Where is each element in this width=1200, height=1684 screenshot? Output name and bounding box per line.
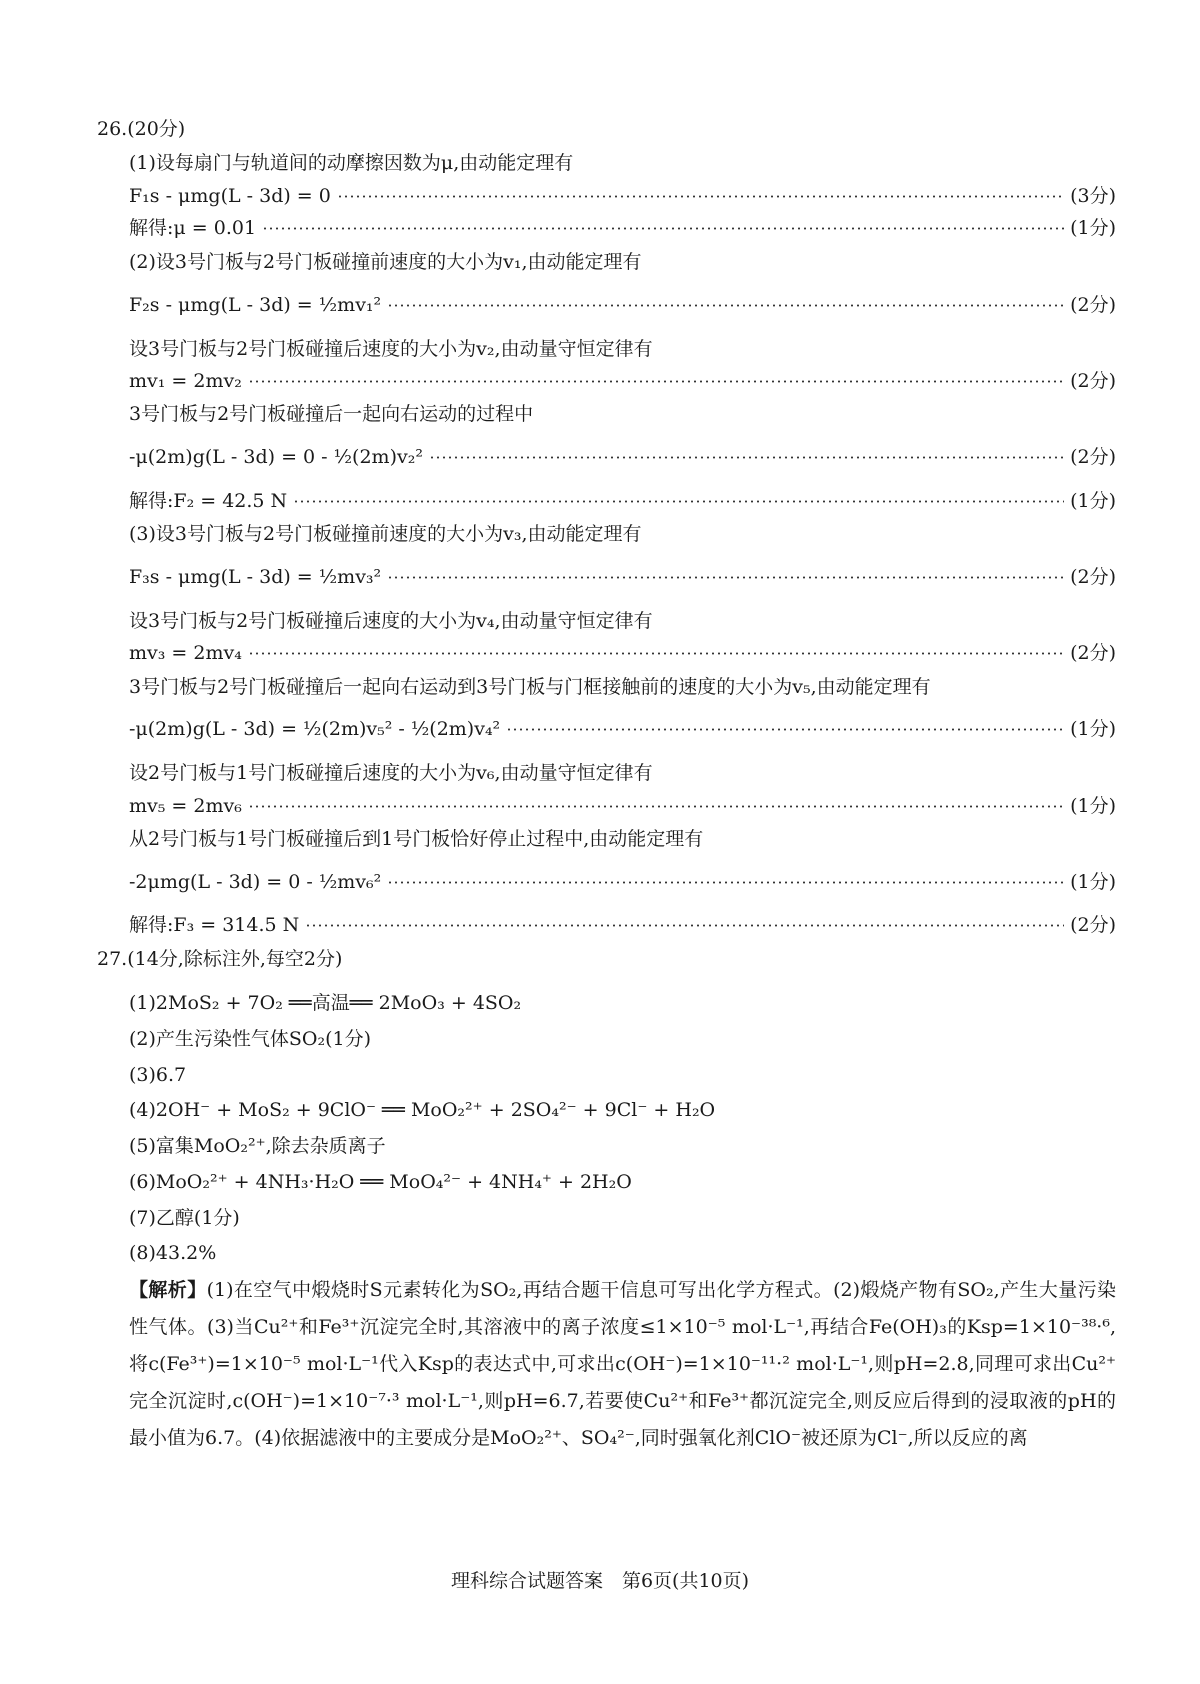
q26-line: [129, 215, 1116, 241]
q26-line: 设3号门板与2号门板碰撞后速度的大小为v₂,由动量守恒定律有: [129, 338, 653, 360]
formula: -μ(2m)g(L - 3d) = 0 - ½(2m)v₂²: [129, 446, 423, 468]
q27-answer: (1)2MoS₂ + 7O₂ ══高温══ 2MoO₃ + 4SO₂: [129, 992, 522, 1014]
formula: -2μmg(L - 3d) = 0 - ½mv₆²: [129, 871, 382, 893]
q26-line: [129, 640, 1116, 666]
points: (3分): [1070, 185, 1116, 207]
points: (2分): [1070, 370, 1116, 392]
formula: 解得:F₂ = 42.5 N: [129, 490, 288, 512]
points: (1分): [1070, 490, 1116, 512]
leader-dots: [429, 456, 1064, 459]
q26-line: 3号门板与2号门板碰撞后一起向右运动的过程中: [129, 403, 534, 425]
formula: 解得:F₃ = 314.5 N: [129, 914, 300, 936]
formula: mv₁ = 2mv₂: [129, 370, 242, 392]
q27-answer: (4)2OH⁻ + MoS₂ + 9ClO⁻ ══ MoO₂²⁺ + 2SO₄²⁻ + 9Cl⁻ + H₂O: [129, 1099, 716, 1121]
formula: 解得:μ = 0.01: [129, 217, 257, 239]
leader-dots: [387, 576, 1064, 579]
points: (2分): [1070, 642, 1116, 664]
q26-line: [129, 912, 1116, 938]
q27-analysis: [129, 1272, 1116, 1462]
q27-answer: (5)富集MoO₂²⁺,除去杂质离子: [129, 1135, 386, 1157]
analysis-label: 【解析】: [129, 1279, 207, 1301]
leader-dots: [262, 227, 1064, 230]
q26-line: [129, 183, 1116, 209]
leader-dots: [293, 500, 1064, 503]
formula: mv₅ = 2mv₆: [129, 795, 242, 817]
leader-dots: [248, 380, 1064, 383]
q27-answer: (8)43.2%: [129, 1242, 217, 1264]
leader-dots: [337, 195, 1064, 198]
leader-dots: [506, 728, 1064, 731]
q26-line: (2)设3号门板与2号门板碰撞前速度的大小为v₁,由动能定理有: [129, 251, 642, 273]
q26-line: 设2号门板与1号门板碰撞后速度的大小为v₆,由动量守恒定律有: [129, 762, 653, 784]
leader-dots: [387, 881, 1064, 884]
q26-header: 26.(20分): [97, 118, 186, 140]
q26-line: (3)设3号门板与2号门板碰撞前速度的大小为v₃,由动能定理有: [129, 523, 642, 545]
q27-answer: (3)6.7: [129, 1064, 187, 1086]
q27-answer: (6)MoO₂²⁺ + 4NH₃·H₂O ══ MoO₄²⁻ + 4NH₄⁺ + 2H₂O: [129, 1171, 632, 1193]
page-footer: 理科综合试题答案 第6页(共10页): [450, 1570, 750, 1592]
q26-line: [129, 564, 1116, 590]
q26-line: 3号门板与2号门板碰撞后一起向右运动到3号门板与门框接触前的速度的大小为v₅,由动能定理有: [129, 676, 931, 698]
formula: -μ(2m)g(L - 3d) = ½(2m)v₅² - ½(2m)v₄²: [129, 718, 501, 740]
q26-line: [129, 368, 1116, 394]
q27-header: 27.(14分,除标注外,每空2分): [97, 948, 343, 970]
points: (2分): [1070, 294, 1116, 316]
q27-answer: (7)乙醇(1分): [129, 1207, 240, 1229]
analysis-text: (1)在空气中煅烧时S元素转化为SO₂,再结合题干信息可写出化学方程式。(2)煅烧产物有SO₂,产生大量污染性气体。(3)当Cu²⁺和Fe³⁺沉淀完全时,其溶液中的离子浓度≤1×10⁻⁵ mol·L⁻¹,再结合Fe(OH)₃的Ksp=1×10⁻³⁸·⁶,将c(Fe³⁺)=1×10⁻⁵ mol·L⁻¹代入Ksp的表达式中,可求出c(OH⁻)=1×10⁻¹¹·² mol·L⁻¹,则pH=2.8,同理可求出Cu²⁺完全沉淀时,c(OH⁻)=1×10⁻⁷·³ mol·L⁻¹,则pH=6.7,若要使Cu²⁺和Fe³⁺都沉淀完全,则反应后得到的浸取液的pH的最小值为6.7。(4)依据滤液中的主要成分是MoO₂²⁺、SO₄²⁻,同时强氧化剂ClO⁻被还原为Cl⁻,所以反应的离: [129, 1279, 1116, 1449]
q26-line: [129, 716, 1116, 742]
points: (2分): [1070, 566, 1116, 588]
points: (1分): [1070, 871, 1116, 893]
points: (1分): [1070, 718, 1116, 740]
q27-answer: (2)产生污染性气体SO₂(1分): [129, 1028, 372, 1050]
formula: F₁s - μmg(L - 3d) = 0: [129, 185, 331, 207]
points: (1分): [1070, 217, 1116, 239]
q26-line: [129, 793, 1116, 819]
leader-dots: [387, 304, 1064, 307]
q26-line: [129, 444, 1116, 470]
q26-line: 设3号门板与2号门板碰撞后速度的大小为v₄,由动量守恒定律有: [129, 610, 653, 632]
leader-dots: [248, 805, 1064, 808]
points: (2分): [1070, 914, 1116, 936]
formula: F₂s - μmg(L - 3d) = ½mv₁²: [129, 294, 382, 316]
leader-dots: [248, 652, 1064, 655]
formula: F₃s - μmg(L - 3d) = ½mv₃²: [129, 566, 382, 588]
q26-line: [129, 292, 1116, 318]
q26-line: [129, 488, 1116, 514]
points: (1分): [1070, 795, 1116, 817]
q26-line: [129, 869, 1116, 895]
points: (2分): [1070, 446, 1116, 468]
q26-line: (1)设每扇门与轨道间的动摩擦因数为μ,由动能定理有: [129, 152, 574, 174]
formula: mv₃ = 2mv₄: [129, 642, 242, 664]
leader-dots: [305, 924, 1064, 927]
q26-line: 从2号门板与1号门板碰撞后到1号门板恰好停止过程中,由动能定理有: [129, 828, 704, 850]
